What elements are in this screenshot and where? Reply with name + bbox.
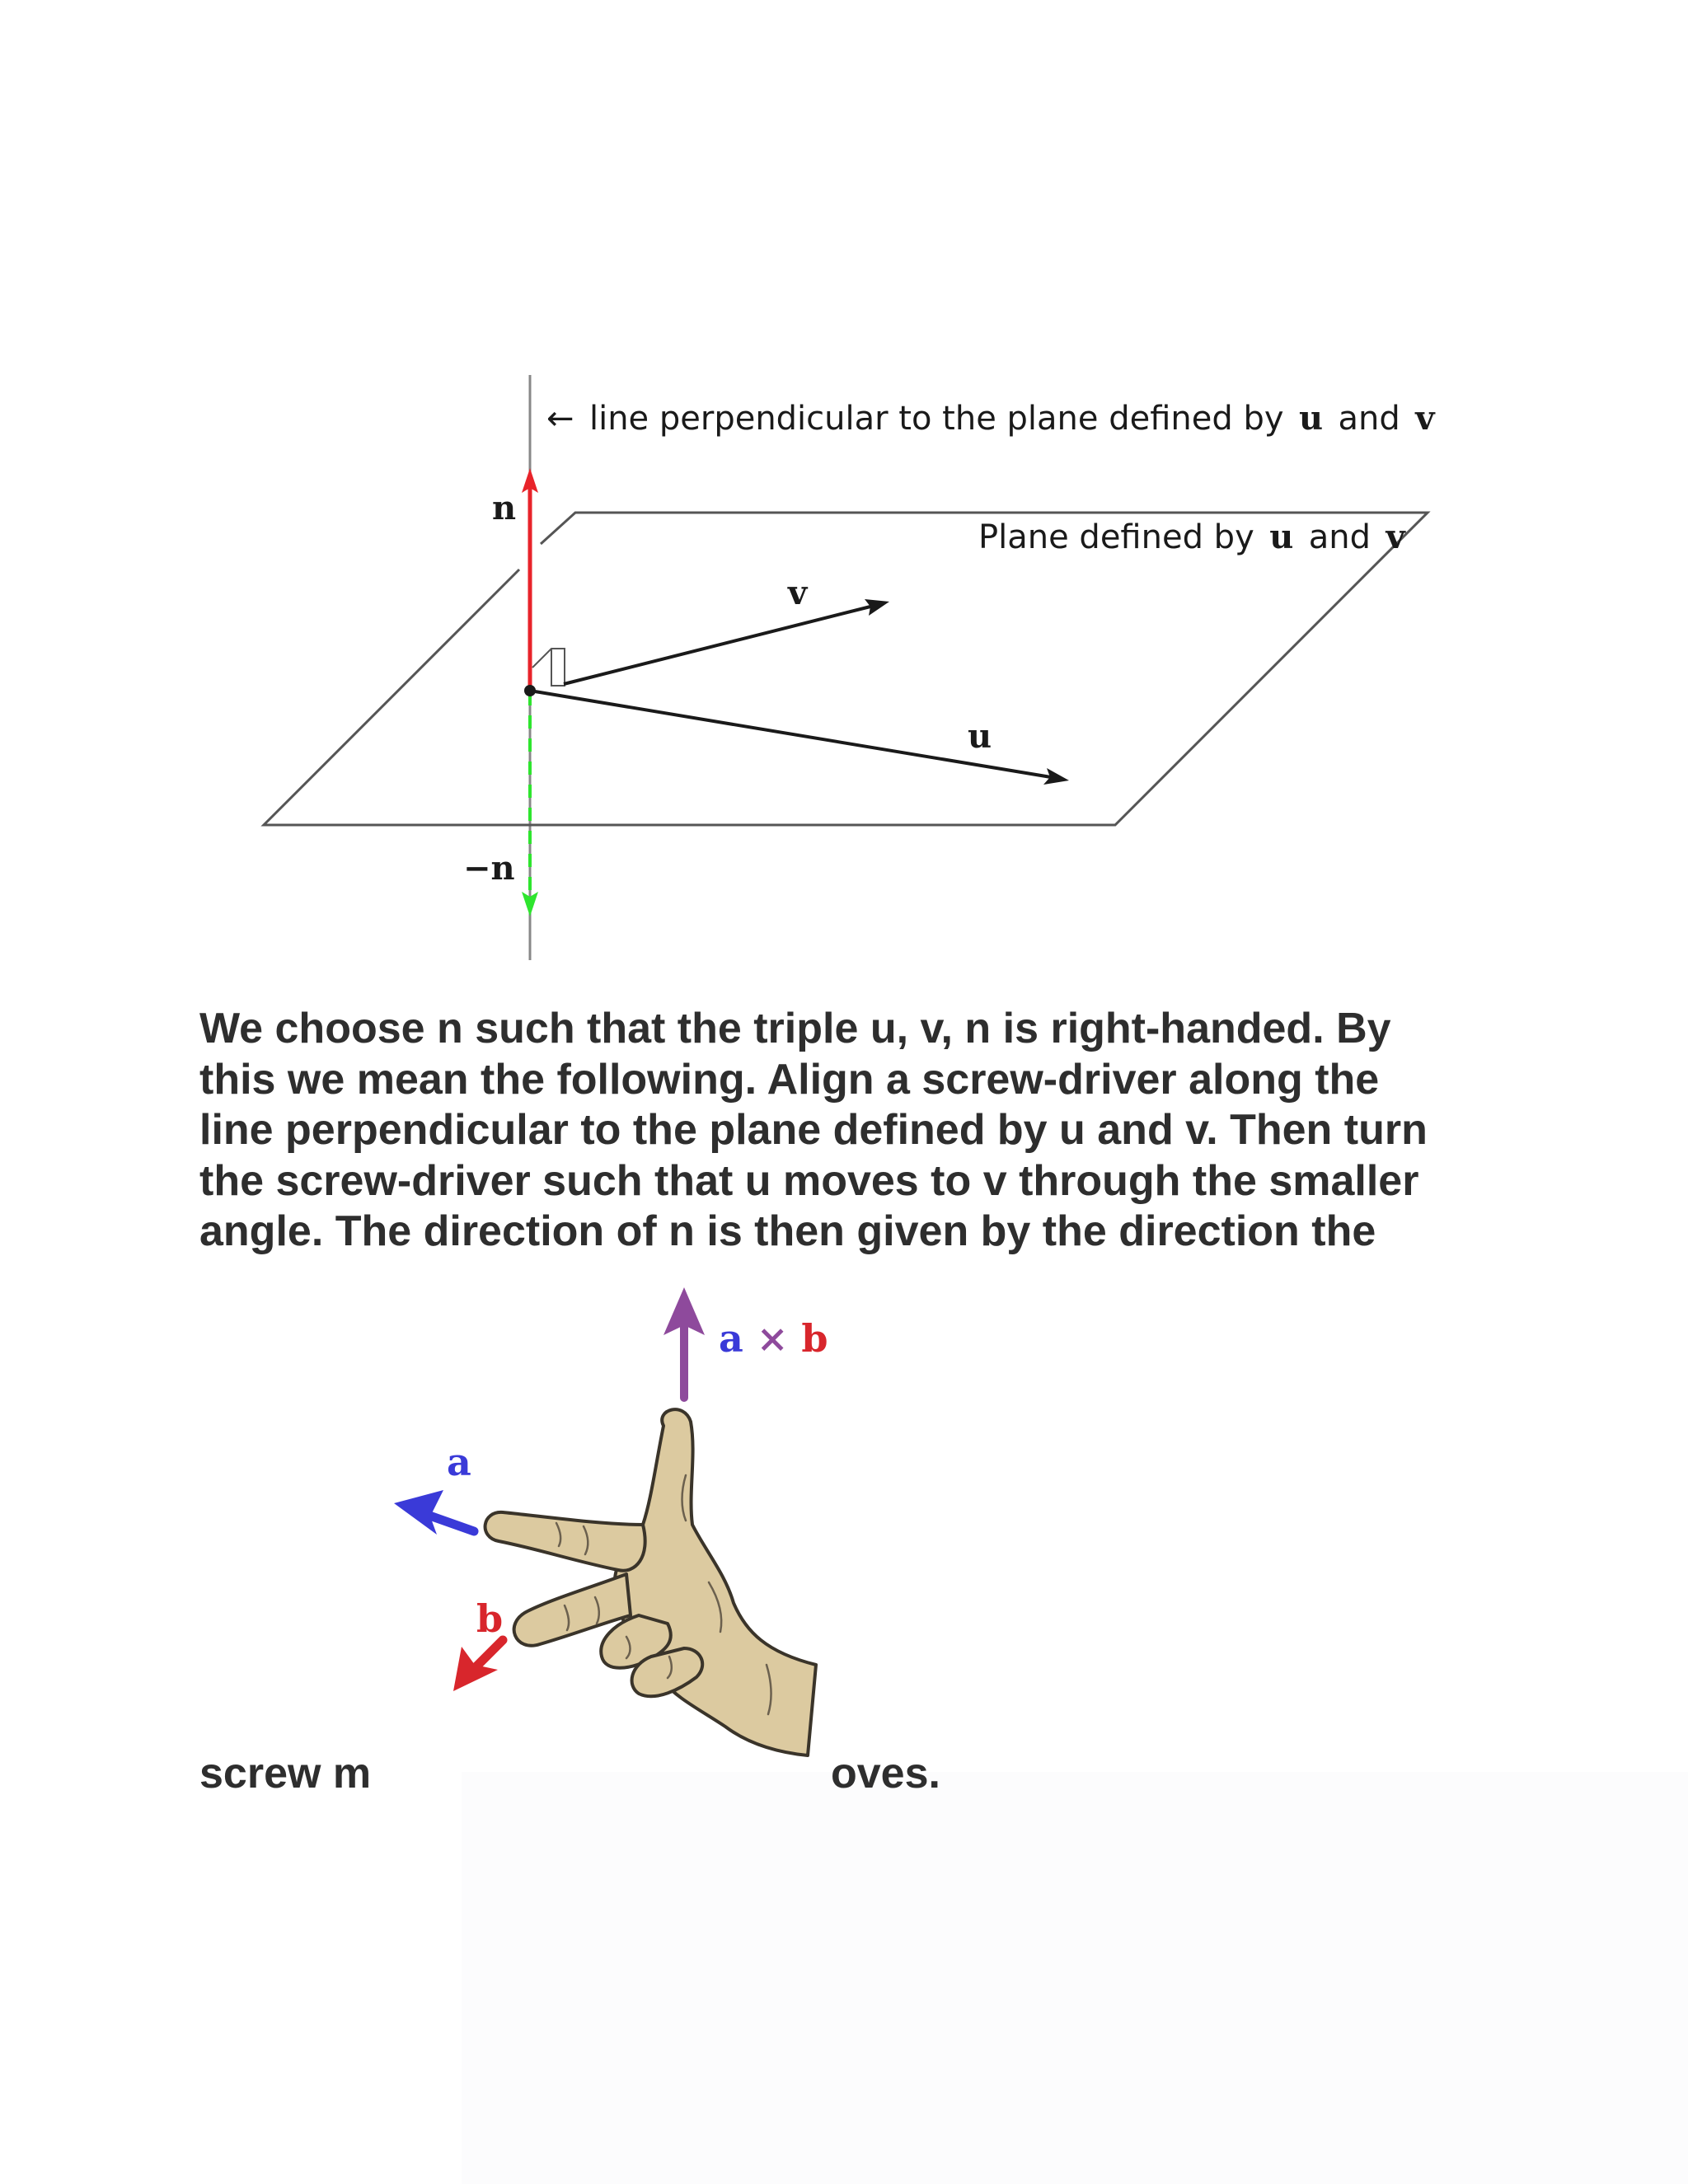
page-shading: [462, 1772, 1688, 2184]
paragraph-line-3: line perpendicular to the plane defined by u and v. Then turn: [199, 1106, 1428, 1154]
label-v: v: [788, 574, 808, 612]
paragraph-line-4: the screw-driver such that u moves to v through the smaller: [199, 1156, 1419, 1205]
right-hand-rule-figure: [379, 1277, 828, 1772]
plane-vector-diagram: [0, 0, 1688, 972]
plane-label-and: and: [1308, 518, 1372, 556]
plane-label: [978, 518, 1406, 556]
paragraph-tail-right: oves.: [831, 1750, 940, 1797]
plane-label-text: Plane defined by: [978, 518, 1254, 556]
perpendicular-label-arrow: ←: [546, 400, 574, 438]
paragraph-tail-left: screw m: [199, 1750, 372, 1797]
cross-product-label: [719, 1316, 828, 1361]
label-n: n: [492, 489, 517, 527]
a-arrowhead: [394, 1490, 443, 1535]
paragraph-line-1: We choose n such that the triple u, v, n is right-handed. By: [199, 1005, 1391, 1052]
plane-outline: [264, 513, 1428, 825]
b-label: b: [476, 1596, 504, 1641]
paragraph-line-2: this we mean the following. Align a screw-driver along the: [199, 1055, 1380, 1104]
origin-point: [524, 685, 536, 696]
v-vector: [564, 606, 874, 684]
plane-label-v: v: [1386, 518, 1405, 556]
plane-label-u: u: [1269, 518, 1294, 556]
perpendicular-label-text: line perpendicular to the plane defined by: [588, 400, 1284, 438]
label-u: u: [968, 717, 992, 756]
paragraph-line-5: angle. The direction of n is then given by the direction the: [199, 1207, 1376, 1255]
cross-label-times: ×: [756, 1316, 789, 1361]
cross-label-b: b: [801, 1316, 828, 1361]
cross-label-a: a: [719, 1316, 743, 1361]
perpendicular-label-and: and: [1338, 400, 1400, 438]
a-label: a: [447, 1440, 471, 1484]
perpendicular-label-u: u: [1299, 399, 1324, 438]
hand-illustration: [485, 1409, 816, 1755]
explanation-paragraph: [199, 1004, 1518, 1258]
perpendicular-label-v: v: [1415, 399, 1435, 438]
perpendicular-label: [546, 399, 1436, 438]
label-minus-n: −n: [463, 849, 515, 888]
right-angle-marker: [532, 649, 565, 686]
